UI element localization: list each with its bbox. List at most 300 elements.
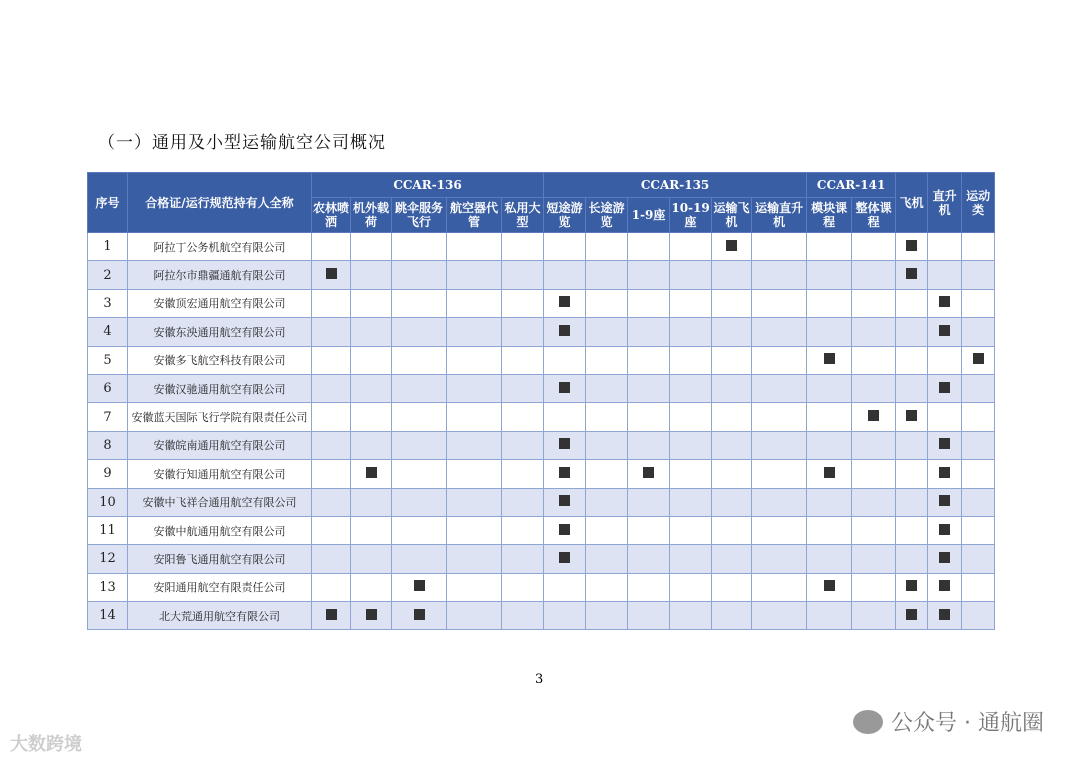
checked-square-icon <box>559 382 570 393</box>
checked-square-icon <box>906 410 917 421</box>
header-ccar135: CCAR-135 <box>544 173 807 198</box>
row-cell <box>852 346 896 374</box>
row-cell <box>807 261 852 289</box>
table-row <box>88 602 995 630</box>
row-cell <box>852 374 896 402</box>
row-cell <box>351 431 392 459</box>
row-cell <box>502 346 544 374</box>
row-company-name: 安徽皖南通用航空有限公司 <box>128 431 312 459</box>
row-cell <box>712 460 752 488</box>
checked-square-icon <box>939 438 950 449</box>
row-cell <box>628 545 670 573</box>
row-company-name: 安徽蓝天国际飞行学院有限责任公司 <box>128 403 312 431</box>
row-cell <box>312 460 351 488</box>
row-seq: 3 <box>88 289 128 317</box>
checked-square-icon <box>906 580 917 591</box>
row-cell <box>447 233 502 261</box>
table-row <box>88 318 995 346</box>
table-row <box>88 431 995 459</box>
header-col: 运输直升机 <box>752 198 807 233</box>
row-cell <box>807 403 852 431</box>
row-cell <box>928 318 962 346</box>
table-row <box>88 403 995 431</box>
row-company-name: 安徽顶宏通用航空有限公司 <box>128 289 312 317</box>
checked-square-icon <box>939 580 950 591</box>
row-cell <box>852 488 896 516</box>
checked-square-icon <box>559 524 570 535</box>
row-cell <box>502 261 544 289</box>
row-cell <box>807 573 852 601</box>
row-cell <box>670 403 712 431</box>
row-cell <box>807 233 852 261</box>
row-cell <box>544 573 586 601</box>
row-cell <box>807 516 852 544</box>
row-cell <box>670 602 712 630</box>
header-sport: 运动类 <box>962 173 995 233</box>
row-cell <box>392 289 447 317</box>
row-cell <box>586 573 628 601</box>
row-cell <box>502 318 544 346</box>
row-cell <box>628 460 670 488</box>
row-seq: 12 <box>88 545 128 573</box>
row-cell <box>544 261 586 289</box>
row-cell <box>896 318 928 346</box>
row-cell <box>752 602 807 630</box>
row-cell <box>962 233 995 261</box>
checked-square-icon <box>824 580 835 591</box>
checked-square-icon <box>939 467 950 478</box>
row-cell <box>670 516 712 544</box>
row-company-name: 安徽中飞祥合通用航空有限公司 <box>128 488 312 516</box>
checked-square-icon <box>414 580 425 591</box>
row-cell <box>962 261 995 289</box>
row-cell <box>896 374 928 402</box>
row-cell <box>807 545 852 573</box>
row-cell <box>712 431 752 459</box>
row-seq: 8 <box>88 431 128 459</box>
row-company-name: 北大荒通用航空有限公司 <box>128 602 312 630</box>
row-cell <box>752 545 807 573</box>
row-cell <box>586 602 628 630</box>
row-cell <box>312 346 351 374</box>
row-cell <box>392 488 447 516</box>
row-seq: 1 <box>88 233 128 261</box>
row-cell <box>586 488 628 516</box>
row-cell <box>544 602 586 630</box>
table-row <box>88 289 995 317</box>
row-cell <box>670 318 712 346</box>
row-cell <box>852 289 896 317</box>
row-cell <box>670 545 712 573</box>
row-cell <box>928 289 962 317</box>
row-cell <box>628 431 670 459</box>
row-cell <box>586 374 628 402</box>
row-cell <box>752 403 807 431</box>
header-col: 1-9座 <box>628 198 670 233</box>
row-cell <box>928 573 962 601</box>
row-cell <box>447 318 502 346</box>
row-cell <box>852 545 896 573</box>
row-seq: 4 <box>88 318 128 346</box>
checked-square-icon <box>366 609 377 620</box>
header-col: 跳伞服务飞行 <box>392 198 447 233</box>
watermark-left: 大数跨境 <box>10 734 82 755</box>
row-cell <box>544 289 586 317</box>
header-col: 运输飞机 <box>712 198 752 233</box>
row-cell <box>752 289 807 317</box>
row-cell <box>351 318 392 346</box>
row-cell <box>752 318 807 346</box>
row-cell <box>928 403 962 431</box>
row-cell <box>928 346 962 374</box>
table-row <box>88 346 995 374</box>
row-cell <box>351 374 392 402</box>
row-seq: 6 <box>88 374 128 402</box>
row-cell <box>544 431 586 459</box>
row-cell <box>752 374 807 402</box>
row-cell <box>586 460 628 488</box>
row-cell <box>628 488 670 516</box>
checked-square-icon <box>939 382 950 393</box>
row-cell <box>628 346 670 374</box>
header-ccar136: CCAR-136 <box>312 173 544 198</box>
row-cell <box>392 374 447 402</box>
row-cell <box>807 602 852 630</box>
section-title: （一）通用及小型运输航空公司概况 <box>98 133 386 153</box>
row-seq: 14 <box>88 602 128 630</box>
checked-square-icon <box>559 552 570 563</box>
checked-square-icon <box>559 495 570 506</box>
row-cell <box>670 573 712 601</box>
row-cell <box>928 488 962 516</box>
row-cell <box>628 602 670 630</box>
row-cell <box>852 318 896 346</box>
row-cell <box>312 545 351 573</box>
row-cell <box>392 261 447 289</box>
row-cell <box>670 460 712 488</box>
row-cell <box>896 403 928 431</box>
row-cell <box>896 573 928 601</box>
row-company-name: 安阳通用航空有限责任公司 <box>128 573 312 601</box>
row-cell <box>712 403 752 431</box>
row-cell <box>586 516 628 544</box>
header-col: 整体课程 <box>852 198 896 233</box>
row-cell <box>628 403 670 431</box>
row-cell <box>502 516 544 544</box>
row-cell <box>752 261 807 289</box>
row-cell <box>752 488 807 516</box>
checked-square-icon <box>326 268 337 279</box>
row-cell <box>670 488 712 516</box>
row-cell <box>628 318 670 346</box>
row-cell <box>670 261 712 289</box>
row-cell <box>312 318 351 346</box>
row-cell <box>312 403 351 431</box>
row-cell <box>351 573 392 601</box>
row-cell <box>502 488 544 516</box>
row-cell <box>447 431 502 459</box>
row-cell <box>712 346 752 374</box>
row-cell <box>962 431 995 459</box>
row-cell <box>962 289 995 317</box>
row-cell <box>896 545 928 573</box>
row-cell <box>312 431 351 459</box>
row-cell <box>351 516 392 544</box>
checked-square-icon <box>939 296 950 307</box>
row-cell <box>962 573 995 601</box>
row-cell <box>502 545 544 573</box>
checked-square-icon <box>973 353 984 364</box>
row-cell <box>712 602 752 630</box>
row-cell <box>392 431 447 459</box>
row-company-name: 安徽多飞航空科技有限公司 <box>128 346 312 374</box>
checked-square-icon <box>559 467 570 478</box>
table-row <box>88 545 995 573</box>
row-cell <box>628 573 670 601</box>
row-cell <box>447 261 502 289</box>
row-cell <box>502 602 544 630</box>
row-cell <box>962 516 995 544</box>
row-cell <box>928 374 962 402</box>
row-cell <box>312 233 351 261</box>
row-cell <box>712 261 752 289</box>
row-cell <box>712 488 752 516</box>
row-seq: 13 <box>88 573 128 601</box>
row-cell <box>712 233 752 261</box>
row-cell <box>312 573 351 601</box>
header-col: 10-19座 <box>670 198 712 233</box>
row-cell <box>852 602 896 630</box>
checked-square-icon <box>939 609 950 620</box>
row-cell <box>712 289 752 317</box>
row-cell <box>392 318 447 346</box>
row-cell <box>544 374 586 402</box>
row-cell <box>852 261 896 289</box>
row-cell <box>807 374 852 402</box>
row-cell <box>628 289 670 317</box>
row-cell <box>502 289 544 317</box>
row-company-name: 阿拉尔市鼎疆通航有限公司 <box>128 261 312 289</box>
row-cell <box>896 431 928 459</box>
row-seq: 7 <box>88 403 128 431</box>
row-cell <box>807 289 852 317</box>
row-cell <box>928 233 962 261</box>
row-cell <box>852 403 896 431</box>
row-company-name: 安徽汉驰通用航空有限公司 <box>128 374 312 402</box>
table-row <box>88 261 995 289</box>
row-cell <box>896 261 928 289</box>
row-cell <box>544 488 586 516</box>
row-cell <box>544 233 586 261</box>
row-cell <box>670 346 712 374</box>
row-seq: 11 <box>88 516 128 544</box>
header-col: 短途游览 <box>544 198 586 233</box>
row-cell <box>544 516 586 544</box>
header-col: 机外载荷 <box>351 198 392 233</box>
row-cell <box>807 431 852 459</box>
row-cell <box>351 545 392 573</box>
row-cell <box>962 545 995 573</box>
row-cell <box>962 403 995 431</box>
row-cell <box>312 488 351 516</box>
table-row <box>88 573 995 601</box>
row-seq: 2 <box>88 261 128 289</box>
row-cell <box>447 403 502 431</box>
page-number: 3 <box>535 672 544 687</box>
row-cell <box>351 488 392 516</box>
row-cell <box>628 261 670 289</box>
row-cell <box>312 602 351 630</box>
row-company-name: 安徽行知通用航空有限公司 <box>128 460 312 488</box>
row-cell <box>502 431 544 459</box>
row-cell <box>544 346 586 374</box>
row-cell <box>502 233 544 261</box>
header-helicopter: 直升机 <box>928 173 962 233</box>
row-cell <box>502 403 544 431</box>
row-cell <box>586 233 628 261</box>
row-cell <box>928 602 962 630</box>
row-company-name: 阿拉丁公务机航空有限公司 <box>128 233 312 261</box>
row-cell <box>447 516 502 544</box>
row-cell <box>586 289 628 317</box>
checked-square-icon <box>868 410 879 421</box>
row-cell <box>392 602 447 630</box>
header-ccar141: CCAR-141 <box>807 173 896 198</box>
row-cell <box>807 488 852 516</box>
row-cell <box>852 573 896 601</box>
row-cell <box>447 488 502 516</box>
table-row <box>88 488 995 516</box>
row-cell <box>586 318 628 346</box>
checked-square-icon <box>643 467 654 478</box>
row-cell <box>852 460 896 488</box>
row-seq: 5 <box>88 346 128 374</box>
row-cell <box>502 374 544 402</box>
wechat-icon <box>853 710 883 734</box>
row-cell <box>712 374 752 402</box>
checked-square-icon <box>559 438 570 449</box>
row-cell <box>807 346 852 374</box>
checked-square-icon <box>906 240 917 251</box>
row-cell <box>502 460 544 488</box>
row-cell <box>351 460 392 488</box>
row-cell <box>712 516 752 544</box>
row-cell <box>752 516 807 544</box>
row-cell <box>670 431 712 459</box>
watermark <box>853 706 1044 737</box>
checked-square-icon <box>824 353 835 364</box>
header-name: 合格证/运行规范持有人全称 <box>128 173 312 233</box>
checked-square-icon <box>559 325 570 336</box>
row-cell <box>351 602 392 630</box>
row-cell <box>447 374 502 402</box>
row-cell <box>628 374 670 402</box>
row-cell <box>544 318 586 346</box>
row-cell <box>752 460 807 488</box>
row-cell <box>962 318 995 346</box>
row-cell <box>712 318 752 346</box>
row-cell <box>852 431 896 459</box>
row-cell <box>752 573 807 601</box>
row-cell <box>392 233 447 261</box>
row-cell <box>670 233 712 261</box>
checked-square-icon <box>414 609 425 620</box>
checked-square-icon <box>939 495 950 506</box>
row-cell <box>670 374 712 402</box>
header-airplane: 飞机 <box>896 173 928 233</box>
row-cell <box>544 545 586 573</box>
row-cell <box>896 233 928 261</box>
row-cell <box>928 431 962 459</box>
row-cell <box>392 346 447 374</box>
row-cell <box>312 289 351 317</box>
row-cell <box>392 545 447 573</box>
table-row <box>88 233 995 261</box>
row-cell <box>807 460 852 488</box>
company-table <box>87 172 995 630</box>
row-cell <box>447 545 502 573</box>
row-cell <box>544 460 586 488</box>
header-col: 航空器代管 <box>447 198 502 233</box>
checked-square-icon <box>726 240 737 251</box>
row-cell <box>351 289 392 317</box>
row-cell <box>962 488 995 516</box>
header-seq: 序号 <box>88 173 128 233</box>
checked-square-icon <box>939 552 950 563</box>
row-cell <box>928 545 962 573</box>
row-cell <box>502 573 544 601</box>
row-cell <box>392 516 447 544</box>
row-cell <box>670 289 712 317</box>
checked-square-icon <box>824 467 835 478</box>
row-cell <box>896 289 928 317</box>
row-cell <box>852 516 896 544</box>
row-cell <box>928 460 962 488</box>
row-cell <box>312 261 351 289</box>
checked-square-icon <box>326 609 337 620</box>
row-company-name: 安徽东泱通用航空有限公司 <box>128 318 312 346</box>
table-row <box>88 516 995 544</box>
row-cell <box>896 460 928 488</box>
header-col: 农林喷洒 <box>312 198 351 233</box>
row-cell <box>586 346 628 374</box>
row-cell <box>447 602 502 630</box>
row-cell <box>962 460 995 488</box>
row-cell <box>447 346 502 374</box>
row-cell <box>351 233 392 261</box>
row-cell <box>962 374 995 402</box>
row-company-name: 安徽中航通用航空有限公司 <box>128 516 312 544</box>
row-cell <box>392 460 447 488</box>
header-col: 长途游览 <box>586 198 628 233</box>
row-cell <box>392 403 447 431</box>
row-cell <box>712 545 752 573</box>
row-cell <box>752 346 807 374</box>
row-cell <box>586 261 628 289</box>
row-cell <box>351 346 392 374</box>
row-cell <box>962 346 995 374</box>
row-seq: 10 <box>88 488 128 516</box>
row-cell <box>896 516 928 544</box>
checked-square-icon <box>906 609 917 620</box>
row-cell <box>752 233 807 261</box>
checked-square-icon <box>939 524 950 535</box>
row-cell <box>752 431 807 459</box>
checked-square-icon <box>906 268 917 279</box>
row-cell <box>447 289 502 317</box>
row-cell <box>852 233 896 261</box>
row-cell <box>896 346 928 374</box>
